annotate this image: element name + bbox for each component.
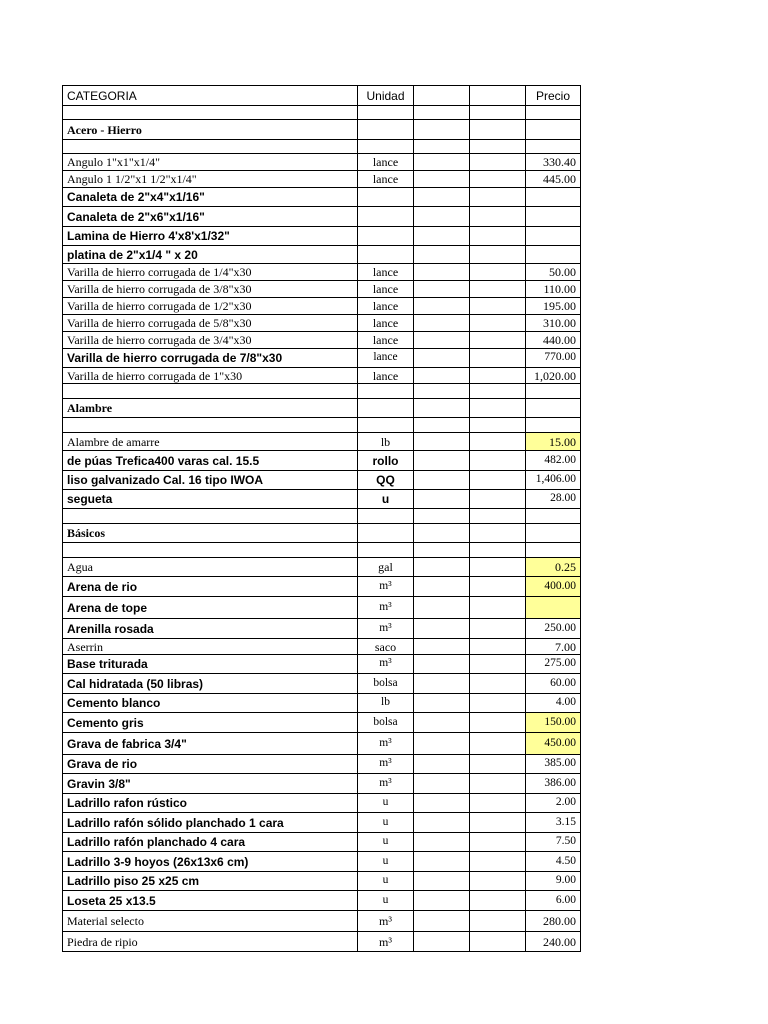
empty-cell[interactable] (470, 281, 526, 298)
item-unit[interactable]: u (358, 872, 414, 891)
header-row (63, 86, 581, 106)
item-unit[interactable]: lance (358, 368, 414, 384)
item-price[interactable]: 7.00 (526, 639, 581, 655)
item-unit[interactable]: m³ (358, 774, 414, 794)
empty-cell[interactable] (414, 713, 470, 733)
item-price[interactable]: 15.00 (526, 433, 581, 451)
empty-cell[interactable] (470, 597, 526, 619)
empty-cell[interactable] (470, 171, 526, 188)
blank-row (63, 509, 581, 524)
empty-cell[interactable] (526, 384, 581, 399)
empty-cell[interactable] (63, 543, 358, 558)
empty-cell[interactable] (414, 227, 470, 246)
empty-cell[interactable] (526, 106, 581, 120)
empty-cell[interactable] (470, 349, 526, 368)
empty-cell[interactable] (470, 655, 526, 674)
empty-cell[interactable] (414, 774, 470, 794)
empty-cell[interactable] (526, 399, 581, 418)
empty-cell[interactable] (470, 490, 526, 509)
empty-cell[interactable] (470, 384, 526, 399)
item-unit[interactable]: lance (358, 264, 414, 281)
table-row (63, 794, 581, 813)
header-category[interactable]: CATEGORIA (63, 86, 358, 106)
empty-cell[interactable] (470, 813, 526, 833)
item-unit[interactable]: lb (358, 694, 414, 713)
table-row (63, 281, 581, 298)
empty-cell[interactable] (63, 509, 358, 524)
empty-cell[interactable] (470, 713, 526, 733)
price-table (62, 85, 581, 952)
item-unit[interactable]: lance (358, 171, 414, 188)
item-unit[interactable] (358, 227, 414, 246)
item-price[interactable]: 240.00 (526, 932, 581, 952)
empty-cell[interactable] (63, 384, 358, 399)
empty-cell[interactable] (470, 154, 526, 171)
item-unit[interactable]: lb (358, 433, 414, 451)
item-unit[interactable]: rollo (358, 451, 414, 471)
item-price[interactable] (526, 246, 581, 264)
item-unit[interactable]: bolsa (358, 674, 414, 694)
empty-cell[interactable] (414, 281, 470, 298)
empty-cell[interactable] (414, 86, 470, 106)
empty-cell[interactable] (414, 315, 470, 332)
item-price[interactable] (526, 597, 581, 619)
empty-cell[interactable] (414, 794, 470, 813)
table-row (63, 872, 581, 891)
table-row (63, 597, 581, 619)
table-row (63, 852, 581, 872)
section-title[interactable]: Básicos (63, 524, 358, 543)
item-price[interactable] (526, 207, 581, 227)
item-name[interactable]: Arena de rio (63, 577, 358, 597)
table-row (63, 490, 581, 509)
empty-cell[interactable] (470, 524, 526, 543)
item-unit[interactable]: m³ (358, 932, 414, 952)
item-name[interactable]: Angulo 1 1/2"x1 1/2"x1/4" (63, 171, 358, 188)
item-unit[interactable]: m³ (358, 619, 414, 639)
item-name[interactable]: Ladrillo rafón planchado 4 cara (63, 833, 358, 852)
item-name[interactable]: Canaleta de 2"x6"x1/16" (63, 207, 358, 227)
section-row (63, 120, 581, 140)
empty-cell[interactable] (470, 471, 526, 490)
empty-cell[interactable] (358, 509, 414, 524)
item-name[interactable]: Varilla de hierro corrugada de 5/8"x30 (63, 315, 358, 332)
empty-cell[interactable] (358, 399, 414, 418)
empty-cell[interactable] (414, 577, 470, 597)
item-price[interactable]: 385.00 (526, 755, 581, 774)
empty-cell[interactable] (414, 106, 470, 120)
item-price[interactable]: 110.00 (526, 281, 581, 298)
item-price[interactable]: 150.00 (526, 713, 581, 733)
empty-cell[interactable] (470, 188, 526, 207)
empty-cell[interactable] (414, 509, 470, 524)
item-price[interactable]: 9.00 (526, 872, 581, 891)
table-row (63, 264, 581, 281)
item-name[interactable]: Varilla de hierro corrugada de 1/2"x30 (63, 298, 358, 315)
item-price[interactable]: 1,406.00 (526, 471, 581, 490)
item-unit[interactable]: lance (358, 315, 414, 332)
empty-cell[interactable] (526, 543, 581, 558)
item-unit[interactable]: bolsa (358, 713, 414, 733)
empty-cell[interactable] (358, 106, 414, 120)
item-unit[interactable]: lance (358, 349, 414, 368)
table-row (63, 227, 581, 246)
table-row (63, 674, 581, 694)
item-name[interactable]: Cemento gris (63, 713, 358, 733)
table-row (63, 694, 581, 713)
table-row (63, 451, 581, 471)
empty-cell[interactable] (414, 755, 470, 774)
item-name[interactable]: Arenilla rosada (63, 619, 358, 639)
item-unit[interactable] (358, 207, 414, 227)
empty-cell[interactable] (470, 433, 526, 451)
empty-cell[interactable] (414, 872, 470, 891)
blank-row (63, 106, 581, 120)
item-unit[interactable]: lance (358, 332, 414, 349)
empty-cell[interactable] (470, 106, 526, 120)
empty-cell[interactable] (470, 872, 526, 891)
empty-cell[interactable] (470, 674, 526, 694)
empty-cell[interactable] (414, 524, 470, 543)
empty-cell[interactable] (470, 639, 526, 655)
empty-cell[interactable] (414, 619, 470, 639)
table-row (63, 207, 581, 227)
item-unit[interactable]: m³ (358, 655, 414, 674)
empty-cell[interactable] (414, 597, 470, 619)
empty-cell[interactable] (470, 577, 526, 597)
table-row (63, 171, 581, 188)
item-name[interactable]: Material selecto (63, 911, 358, 932)
section-title[interactable]: Alambre (63, 399, 358, 418)
empty-cell[interactable] (414, 332, 470, 349)
section-title[interactable]: Acero - Hierro (63, 120, 358, 140)
table-row (63, 932, 581, 952)
empty-cell[interactable] (470, 619, 526, 639)
table-row (63, 833, 581, 852)
item-unit[interactable]: gal (358, 558, 414, 577)
table-row (63, 713, 581, 733)
item-name[interactable]: Ladrillo rafon rústico (63, 794, 358, 813)
item-name[interactable]: segueta (63, 490, 358, 509)
empty-cell[interactable] (470, 833, 526, 852)
empty-cell[interactable] (470, 227, 526, 246)
item-name[interactable]: Aserrin (63, 639, 358, 655)
item-unit[interactable]: u (358, 891, 414, 911)
empty-cell[interactable] (470, 140, 526, 154)
item-price[interactable]: 195.00 (526, 298, 581, 315)
empty-cell[interactable] (358, 140, 414, 154)
item-unit[interactable]: u (358, 794, 414, 813)
item-name[interactable]: platina de 2"x1/4 " x 20 (63, 246, 358, 264)
empty-cell[interactable] (526, 120, 581, 140)
empty-cell[interactable] (414, 543, 470, 558)
table-row (63, 315, 581, 332)
item-price[interactable]: 450.00 (526, 733, 581, 755)
empty-cell[interactable] (526, 418, 581, 433)
item-unit[interactable]: u (358, 833, 414, 852)
item-name[interactable]: Ladrillo rafón sólido planchado 1 cara (63, 813, 358, 833)
empty-cell[interactable] (414, 558, 470, 577)
table-row (63, 246, 581, 264)
empty-cell[interactable] (414, 471, 470, 490)
empty-cell[interactable] (358, 418, 414, 433)
table-row (63, 368, 581, 384)
item-unit[interactable]: m³ (358, 597, 414, 619)
empty-cell[interactable] (414, 451, 470, 471)
empty-cell[interactable] (358, 543, 414, 558)
empty-cell[interactable] (414, 490, 470, 509)
empty-cell[interactable] (358, 524, 414, 543)
table-row (63, 755, 581, 774)
item-price[interactable]: 50.00 (526, 264, 581, 281)
item-price[interactable]: 770.00 (526, 349, 581, 368)
item-name[interactable]: Varilla de hierro corrugada de 7/8"x30 (63, 349, 358, 368)
item-name[interactable]: Varilla de hierro corrugada de 3/8"x30 (63, 281, 358, 298)
empty-cell[interactable] (414, 694, 470, 713)
empty-cell[interactable] (414, 246, 470, 264)
empty-cell[interactable] (358, 384, 414, 399)
empty-cell[interactable] (470, 399, 526, 418)
item-price[interactable]: 28.00 (526, 490, 581, 509)
item-unit[interactable]: m³ (358, 755, 414, 774)
blank-row (63, 384, 581, 399)
item-name[interactable]: Agua (63, 558, 358, 577)
item-unit[interactable]: u (358, 813, 414, 833)
item-name[interactable]: Canaleta de 2"x4"x1/16" (63, 188, 358, 207)
empty-cell[interactable] (526, 524, 581, 543)
empty-cell[interactable] (414, 639, 470, 655)
table-row (63, 655, 581, 674)
item-price[interactable]: 4.00 (526, 694, 581, 713)
empty-cell[interactable] (470, 911, 526, 932)
table-row (63, 733, 581, 755)
item-unit[interactable]: lance (358, 281, 414, 298)
empty-cell[interactable] (414, 298, 470, 315)
empty-cell[interactable] (414, 911, 470, 932)
item-name[interactable]: Ladrillo piso 25 x25 cm (63, 872, 358, 891)
empty-cell[interactable] (414, 813, 470, 833)
empty-cell[interactable] (414, 891, 470, 911)
item-name[interactable]: Angulo 1"x1"x1/4" (63, 154, 358, 171)
item-price[interactable]: 310.00 (526, 315, 581, 332)
item-name[interactable]: Varilla de hierro corrugada de 1/4"x30 (63, 264, 358, 281)
empty-cell[interactable] (414, 433, 470, 451)
item-name[interactable]: Gravin 3/8" (63, 774, 358, 794)
item-name[interactable]: Varilla de hierro corrugada de 3/4"x30 (63, 332, 358, 349)
empty-cell[interactable] (414, 655, 470, 674)
empty-cell[interactable] (470, 120, 526, 140)
empty-cell[interactable] (414, 349, 470, 368)
empty-cell[interactable] (414, 264, 470, 281)
item-price[interactable] (526, 188, 581, 207)
item-price[interactable]: 60.00 (526, 674, 581, 694)
table-row (63, 774, 581, 794)
blank-row (63, 140, 581, 154)
table-row (63, 154, 581, 171)
empty-cell[interactable] (470, 774, 526, 794)
item-price[interactable]: 250.00 (526, 619, 581, 639)
empty-cell[interactable] (414, 418, 470, 433)
item-name[interactable]: Cal hidratada (50 libras) (63, 674, 358, 694)
empty-cell[interactable] (470, 315, 526, 332)
item-unit[interactable]: u (358, 852, 414, 872)
item-price[interactable]: 275.00 (526, 655, 581, 674)
section-row (63, 524, 581, 543)
item-unit[interactable]: lance (358, 154, 414, 171)
empty-cell[interactable] (414, 171, 470, 188)
empty-cell[interactable] (414, 733, 470, 755)
table-row (63, 471, 581, 490)
empty-cell[interactable] (414, 154, 470, 171)
item-name[interactable]: liso galvanizado Cal. 16 tipo IWOA (63, 471, 358, 490)
item-unit[interactable]: m³ (358, 733, 414, 755)
empty-cell[interactable] (414, 120, 470, 140)
empty-cell[interactable] (470, 368, 526, 384)
empty-cell[interactable] (414, 674, 470, 694)
empty-cell[interactable] (414, 932, 470, 952)
item-price[interactable]: 386.00 (526, 774, 581, 794)
empty-cell[interactable] (526, 509, 581, 524)
empty-cell[interactable] (63, 418, 358, 433)
empty-cell[interactable] (470, 694, 526, 713)
item-price[interactable]: 280.00 (526, 911, 581, 932)
item-unit[interactable]: saco (358, 639, 414, 655)
header-unit[interactable]: Unidad (358, 86, 414, 106)
item-name[interactable]: Loseta 25 x13.5 (63, 891, 358, 911)
table-row (63, 891, 581, 911)
item-unit[interactable] (358, 188, 414, 207)
empty-cell[interactable] (470, 794, 526, 813)
item-unit[interactable] (358, 246, 414, 264)
empty-cell[interactable] (470, 932, 526, 952)
table-row (63, 577, 581, 597)
blank-row (63, 543, 581, 558)
table-row (63, 619, 581, 639)
table-row (63, 332, 581, 349)
item-price[interactable]: 445.00 (526, 171, 581, 188)
item-unit[interactable]: u (358, 490, 414, 509)
empty-cell[interactable] (470, 558, 526, 577)
empty-cell[interactable] (470, 264, 526, 281)
empty-cell[interactable] (470, 733, 526, 755)
table-row (63, 349, 581, 368)
empty-cell[interactable] (414, 852, 470, 872)
item-name[interactable]: Base triturada (63, 655, 358, 674)
item-price[interactable]: 330.40 (526, 154, 581, 171)
item-price[interactable]: 400.00 (526, 577, 581, 597)
item-price[interactable]: 1,020.00 (526, 368, 581, 384)
empty-cell[interactable] (414, 368, 470, 384)
empty-cell[interactable] (63, 140, 358, 154)
empty-cell[interactable] (470, 451, 526, 471)
item-unit[interactable]: lance (358, 298, 414, 315)
empty-cell[interactable] (526, 140, 581, 154)
header-price[interactable]: Precio (526, 86, 581, 106)
item-price[interactable]: 7.50 (526, 833, 581, 852)
item-unit[interactable]: m³ (358, 911, 414, 932)
item-name[interactable]: Cemento blanco (63, 694, 358, 713)
table-row (63, 558, 581, 577)
item-price[interactable] (526, 227, 581, 246)
empty-cell[interactable] (470, 418, 526, 433)
table-row (63, 639, 581, 655)
empty-cell[interactable] (358, 120, 414, 140)
empty-cell[interactable] (470, 891, 526, 911)
item-name[interactable]: de púas Trefica400 varas cal. 15.5 (63, 451, 358, 471)
item-name[interactable]: Ladrillo 3-9 hoyos (26x13x6 cm) (63, 852, 358, 872)
table-row (63, 433, 581, 451)
empty-cell[interactable] (470, 298, 526, 315)
empty-cell[interactable] (414, 207, 470, 227)
table-row (63, 911, 581, 932)
item-name[interactable]: Varilla de hierro corrugada de 1"x30 (63, 368, 358, 384)
empty-cell[interactable] (470, 852, 526, 872)
empty-cell[interactable] (414, 399, 470, 418)
empty-cell[interactable] (414, 384, 470, 399)
item-price[interactable]: 2.00 (526, 794, 581, 813)
blank-row (63, 418, 581, 433)
item-name[interactable]: Alambre de amarre (63, 433, 358, 451)
item-unit[interactable]: QQ (358, 471, 414, 490)
section-row (63, 399, 581, 418)
item-price[interactable]: 482.00 (526, 451, 581, 471)
table-row (63, 298, 581, 315)
empty-cell[interactable] (470, 246, 526, 264)
item-name[interactable]: Grava de rio (63, 755, 358, 774)
table-row (63, 813, 581, 833)
empty-cell[interactable] (470, 509, 526, 524)
item-price[interactable]: 3.15 (526, 813, 581, 833)
empty-cell[interactable] (470, 86, 526, 106)
item-name[interactable]: Lamina de Hierro 4'x8'x1/32" (63, 227, 358, 246)
empty-cell[interactable] (470, 207, 526, 227)
empty-cell[interactable] (470, 332, 526, 349)
table-row (63, 188, 581, 207)
empty-cell[interactable] (414, 833, 470, 852)
item-price[interactable]: 4.50 (526, 852, 581, 872)
item-price[interactable]: 0.25 (526, 558, 581, 577)
item-unit[interactable]: m³ (358, 577, 414, 597)
item-name[interactable]: Piedra de ripio (63, 932, 358, 952)
empty-cell[interactable] (470, 755, 526, 774)
empty-cell[interactable] (414, 188, 470, 207)
item-price[interactable]: 440.00 (526, 332, 581, 349)
item-name[interactable]: Arena de tope (63, 597, 358, 619)
item-price[interactable]: 6.00 (526, 891, 581, 911)
empty-cell[interactable] (414, 140, 470, 154)
empty-cell[interactable] (63, 106, 358, 120)
empty-cell[interactable] (470, 543, 526, 558)
item-name[interactable]: Grava de fabrica 3/4" (63, 733, 358, 755)
